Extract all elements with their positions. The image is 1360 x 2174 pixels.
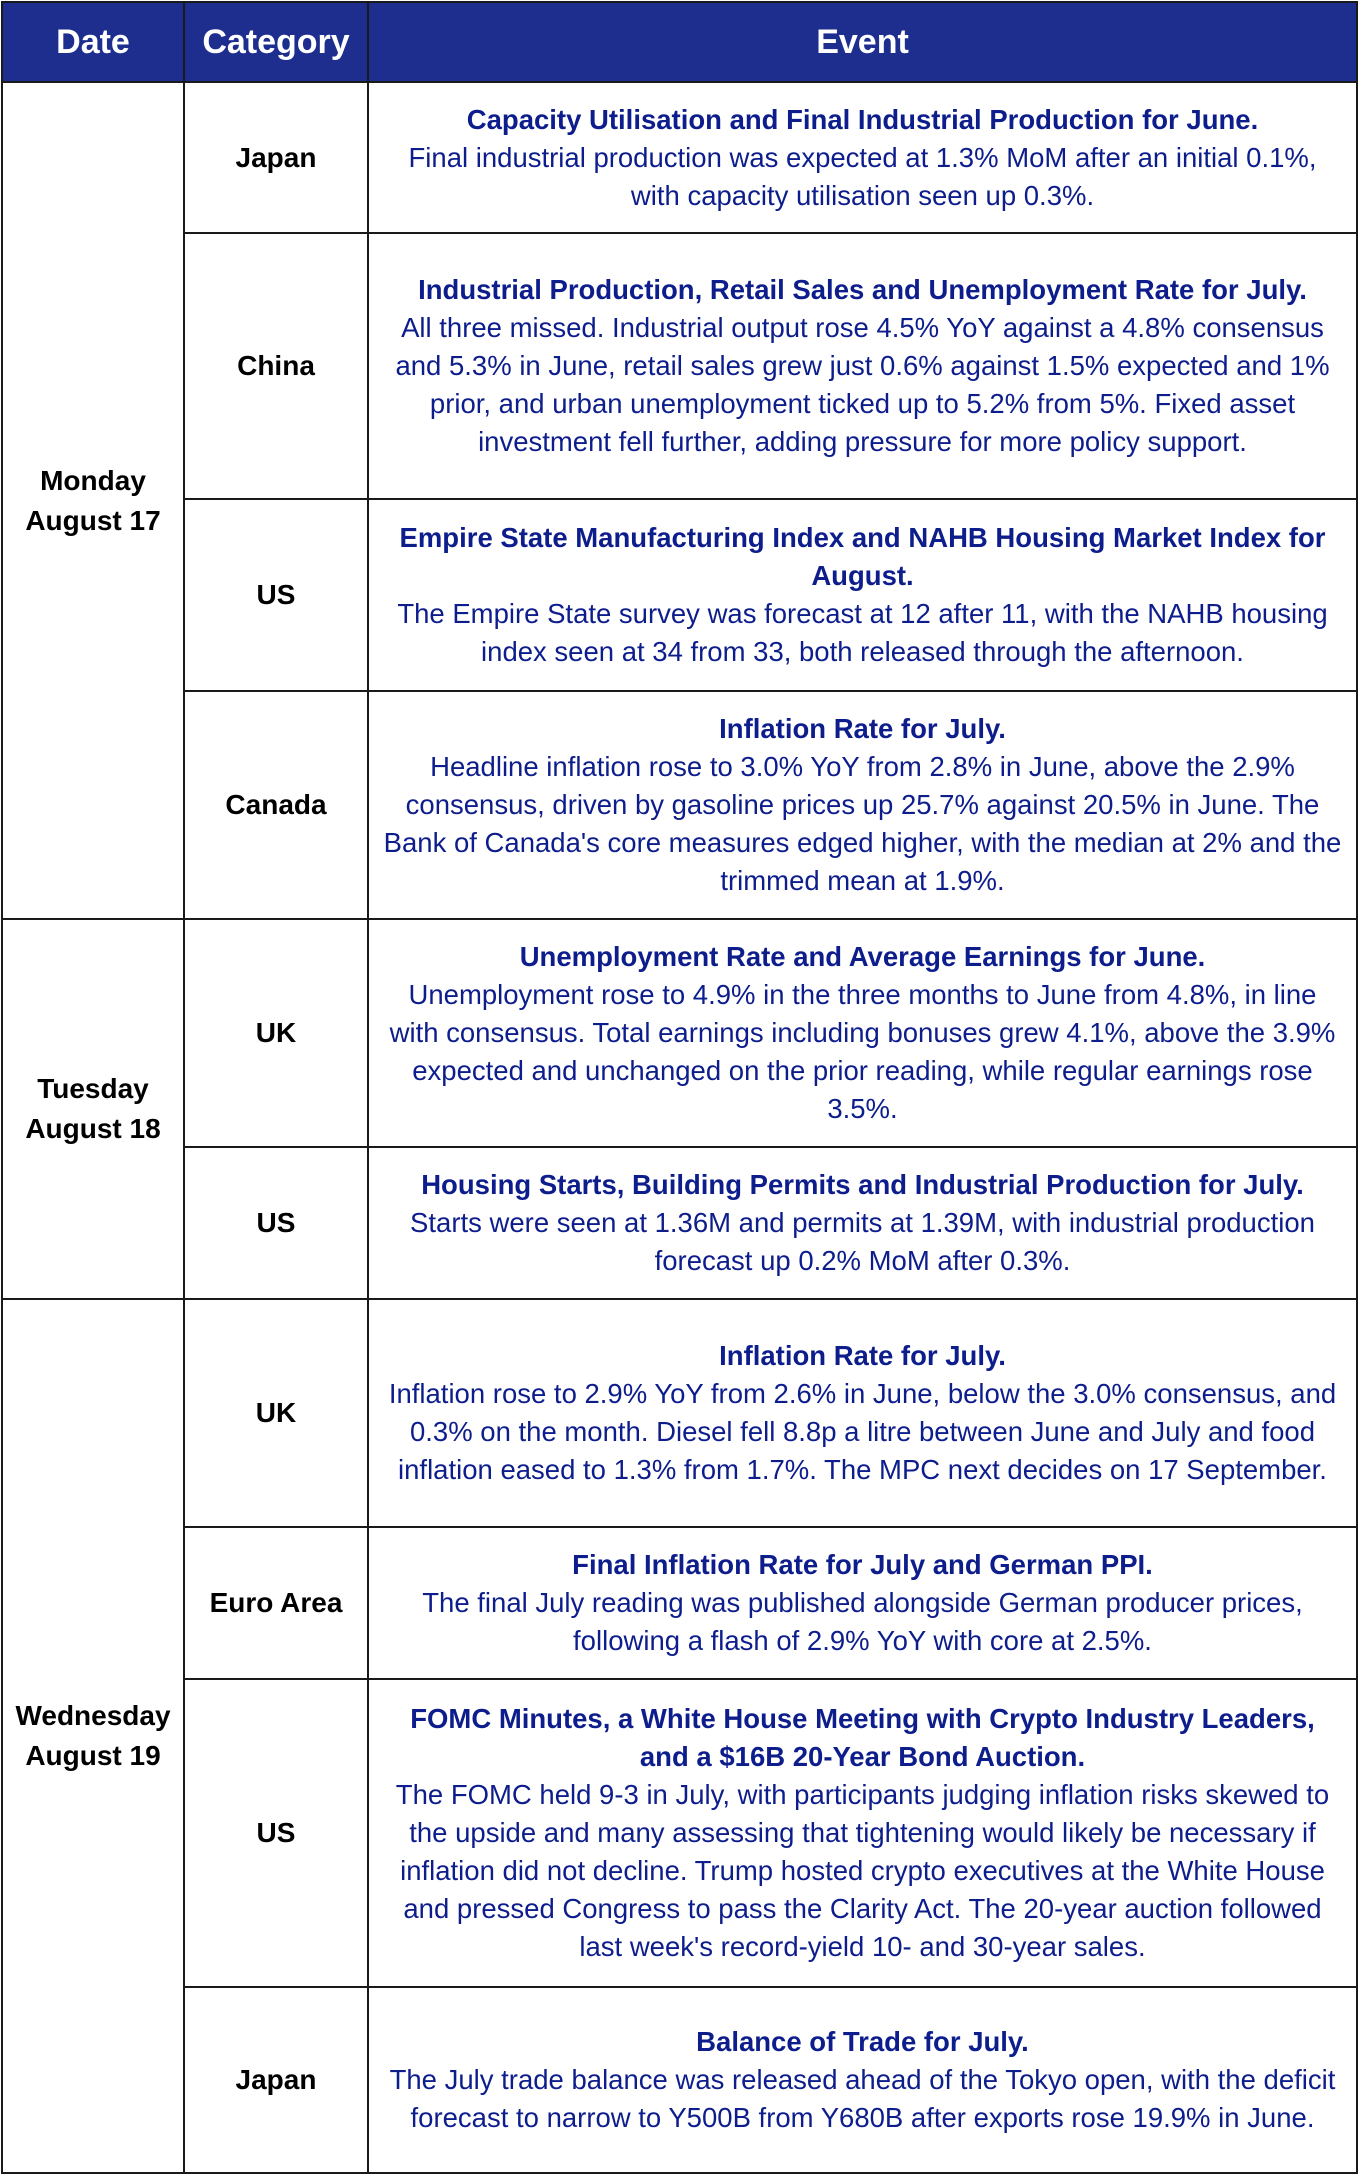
category-cell: US [184,1679,368,1987]
event-cell [368,1299,1357,1527]
event-title: Housing Starts, Building Permits and Industrial Production for July. [421,1169,1304,1200]
event-cell [368,233,1357,499]
table-body [2,82,1357,2173]
event-title: Empire State Manufacturing Index and NAHB Housing Market Index for August. [399,522,1326,591]
date-cell-tuesday [2,919,184,1299]
category-cell: US [184,1147,368,1299]
category-cell: UK [184,919,368,1147]
date-cell-monday [2,82,184,919]
date-weekday: Wednesday [15,1700,171,1731]
event-title: Industrial Production, Retail Sales and Unemployment Rate for July. [418,274,1307,305]
table-row [2,1147,1357,1299]
table-row [2,1679,1357,1987]
event-description: The Empire State survey was forecast at 12 after 11, with the NAHB housing index seen at 34 from 33, both released through the afternoon. [397,598,1328,667]
table-row [2,1299,1357,1527]
event-title: Unemployment Rate and Average Earnings for June. [519,941,1206,972]
event-title: Balance of Trade for July. [696,2026,1029,2057]
table-row [2,691,1357,919]
event-description: The FOMC held 9-3 in July, with participants judging inflation risks skewed to the upside and many assessing that tightening would likely be necessary if inflation did not decline. Trump hosted crypto executives at the White House and pressed Congress to pass the Clarity Act. The 20-year auction followed last week's record-yield 10- and 30-year sales. [395,1779,1330,1962]
event-title: Final Inflation Rate for July and German PPI. [572,1549,1153,1580]
event-description: Headline inflation rose to 3.0% YoY from 2.8% in June, above the 2.9% consensus, driven by gasoline prices up 25.7% against 20.5% in June. The Bank of Canada's core measures edged higher, with the median at 2% and the trimmed mean at 1.9%. [383,751,1342,896]
event-description: Inflation rose to 2.9% YoY from 2.6% in June, below the 3.0% consensus, and 0.3% on the month. Diesel fell 8.8p a litre between June and July and food inflation eased to 1.3% from 1.7%. The MPC next decides on 17 September. [388,1378,1337,1485]
category-cell: Euro Area [184,1527,368,1679]
header-event: Event [368,2,1357,82]
event-cell [368,1987,1357,2173]
table-header [2,2,1357,82]
event-title: Inflation Rate for July. [719,713,1006,744]
table-row [2,1987,1357,2173]
table-row [2,499,1357,691]
event-description: The final July reading was published alongside German producer prices, following a flash of 2.9% YoY with core at 2.5%. [422,1587,1303,1656]
date-weekday: Monday [40,464,146,496]
event-description: All three missed. Industrial output rose 4.5% YoY against a 4.8% consensus and 5.3% in June, retail sales grew just 0.6% against 1.5% expected and 1% prior, and urban unemployment ticked up to 5.2% from 5%. Fixed asset investment fell further, adding pressure for more policy support. [395,312,1330,457]
date-cell-wednesday [2,1299,184,2173]
date-weekday: Tuesday [37,1073,149,1104]
event-cell [368,691,1357,919]
category-cell: Japan [184,1987,368,2173]
table-row [2,1527,1357,1679]
category-cell: US [184,499,368,691]
category-cell: Canada [184,691,368,919]
date-day: August 18 [25,1113,161,1144]
event-title: Capacity Utilisation and Final Industrial Production for June. [466,103,1259,135]
date-day: August 17 [25,504,161,536]
date-day: August 19 [25,1740,161,1771]
economic-calendar-table [1,1,1358,2174]
event-description: Unemployment rose to 4.9% in the three months to June from 4.8%, in line with consensus. Total earnings including bonuses grew 4.1%, above the 3.9% expected and unchanged on the prior reading, while regular earnings rose 3.5%. [389,979,1336,1124]
header-row [2,2,1357,82]
event-cell [368,82,1357,233]
event-title: FOMC Minutes, a White House Meeting with Crypto Industry Leaders, and a $16B 20-Year Bond Auction. [410,1703,1315,1772]
event-cell [368,1679,1357,1987]
event-description: Final industrial production was expected at 1.3% MoM after an initial 0.1%, with capacity utilisation seen up 0.3%. [408,141,1317,211]
table-row [2,233,1357,499]
category-cell: UK [184,1299,368,1527]
table-row [2,82,1357,233]
event-description: Starts were seen at 1.36M and permits at 1.39M, with industrial production forecast up 0.2% MoM after 0.3%. [410,1207,1315,1276]
event-cell [368,1527,1357,1679]
header-category: Category [184,2,368,82]
event-cell [368,919,1357,1147]
event-title: Inflation Rate for July. [719,1340,1006,1371]
category-cell: China [184,233,368,499]
event-description: The July trade balance was released ahead of the Tokyo open, with the deficit forecast to narrow to Y500B from Y680B after exports rose 19.9% in June. [389,2064,1336,2133]
header-date: Date [2,2,184,82]
table-row [2,919,1357,1147]
event-cell [368,1147,1357,1299]
category-cell: Japan [184,82,368,233]
event-cell [368,499,1357,691]
